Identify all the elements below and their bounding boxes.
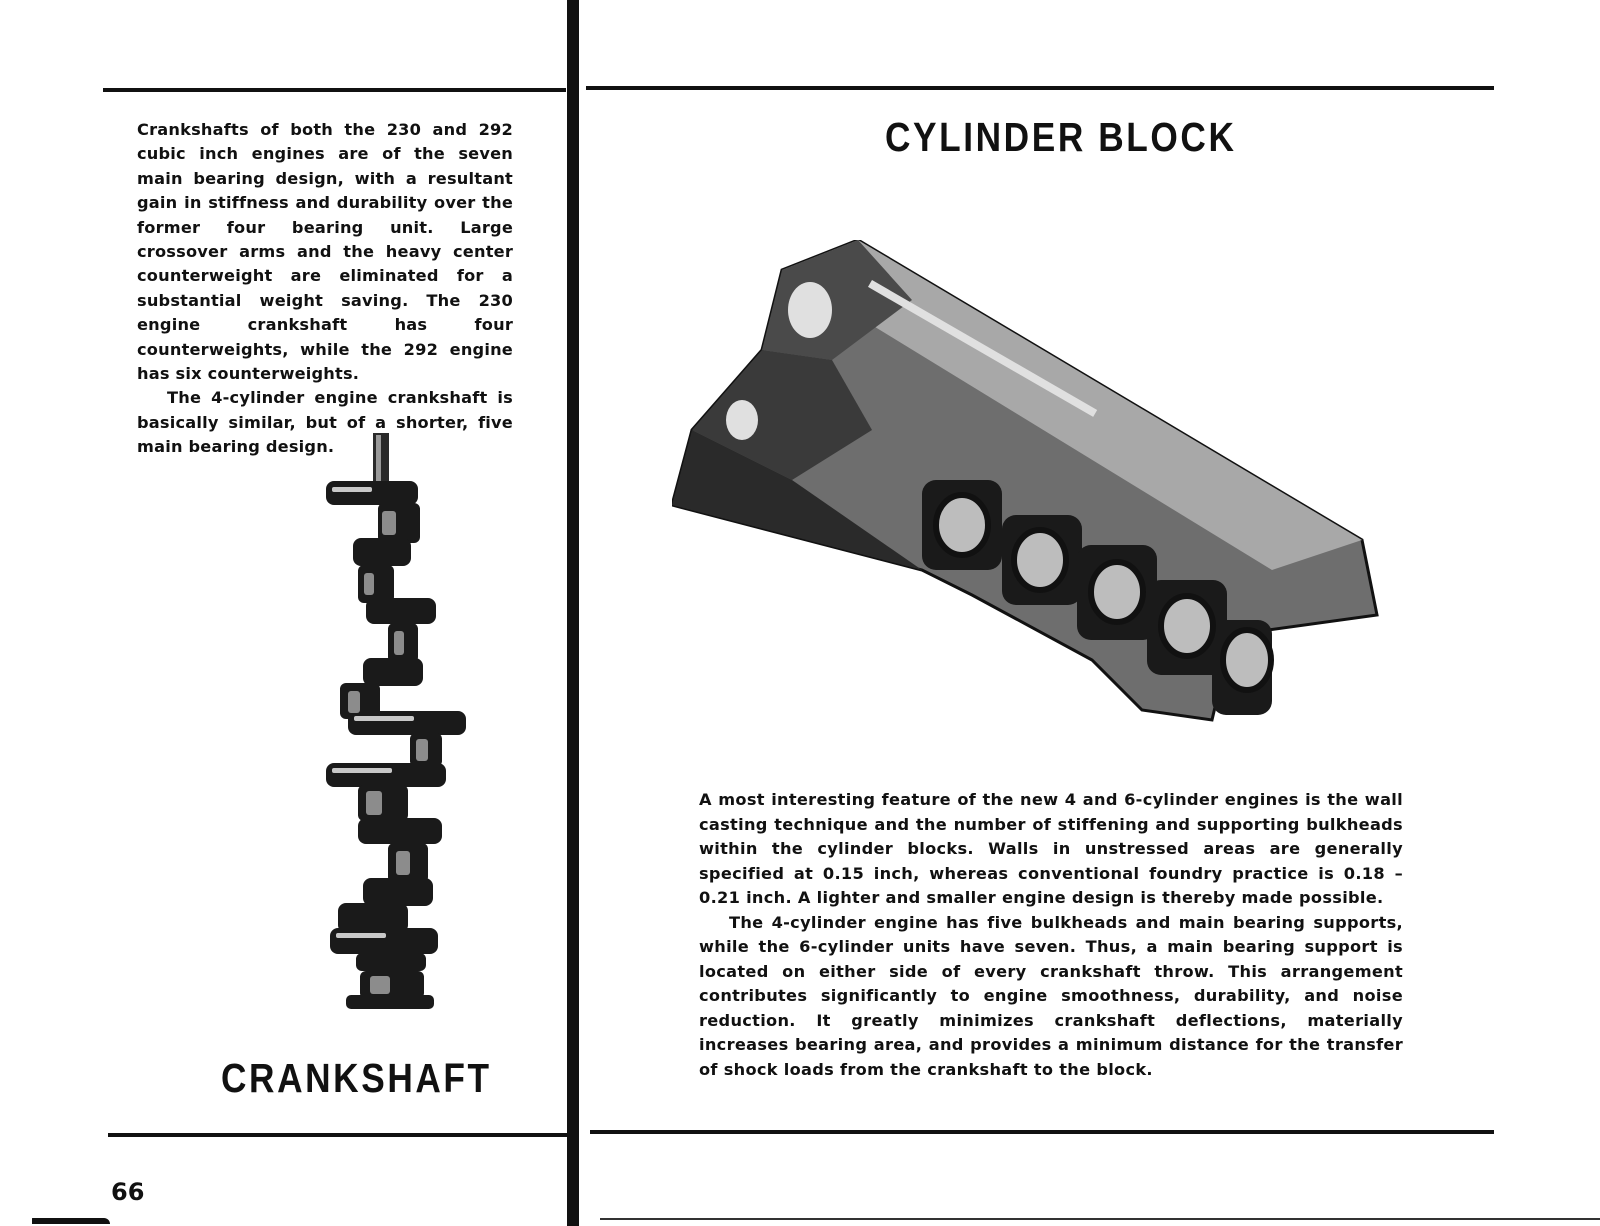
- crankshaft-caption: CRANKSHAFT: [221, 1055, 492, 1101]
- page-edge-line: [600, 1218, 1600, 1220]
- crankshaft-photo: [318, 433, 468, 1023]
- bottom-rule-right: [590, 1130, 1494, 1134]
- book-spine: [567, 0, 579, 1226]
- crankshaft-paragraph-2: The 4-cylinder engine crankshaft is basically similar, but of a shorter, five main bearing design.: [137, 388, 513, 457]
- top-rule-right: [586, 86, 1494, 90]
- cylinder-block-description: [699, 788, 1403, 1082]
- page-corner-mark: [32, 1218, 110, 1224]
- cylinder-block-photo: [672, 240, 1402, 740]
- crankshaft-paragraph-1: Crankshafts of both the 230 and 292 cubic inch engines are of the seven main bearing design, with a resultant gain in stiffness and durability over the former four bearing unit. Large crossover arms and the heavy center counterweight are eliminated for a substantial weight saving. The 230 engine crankshaft has four counterweights, while the 292 engine has six counterweights.: [137, 120, 513, 384]
- bottom-rule-left: [108, 1133, 571, 1137]
- page-title: CYLINDER BLOCK: [885, 114, 1237, 160]
- cylinder-block-paragraph-2: The 4-cylinder engine has five bulkheads and main bearing supports, while the 6-cylinder units have seven. Thus, a main bearing support is located on either side of every crankshaft throw. This arrangement contributes significantly to engine smoothness, durability, and noise reduction. It greatly minimizes crankshaft deflections, materially increases bearing area, and provides a minimum distance for the transfer of shock loads from the crankshaft to the block.: [699, 912, 1403, 1079]
- page-number: 66: [111, 1178, 145, 1206]
- cylinder-block-paragraph-1: A most interesting feature of the new 4 and 6-cylinder engines is the wall casting technique and the number of stiffening and supporting bulkheads within the cylinder blocks. Walls in unstressed areas are generally specified at 0.15 inch, whereas conventional foundry practice is 0.18 – 0.21 inch. A lighter and smaller engine design is thereby made possible.: [699, 790, 1403, 907]
- crankshaft-description: [137, 118, 513, 460]
- top-rule-left: [103, 88, 566, 92]
